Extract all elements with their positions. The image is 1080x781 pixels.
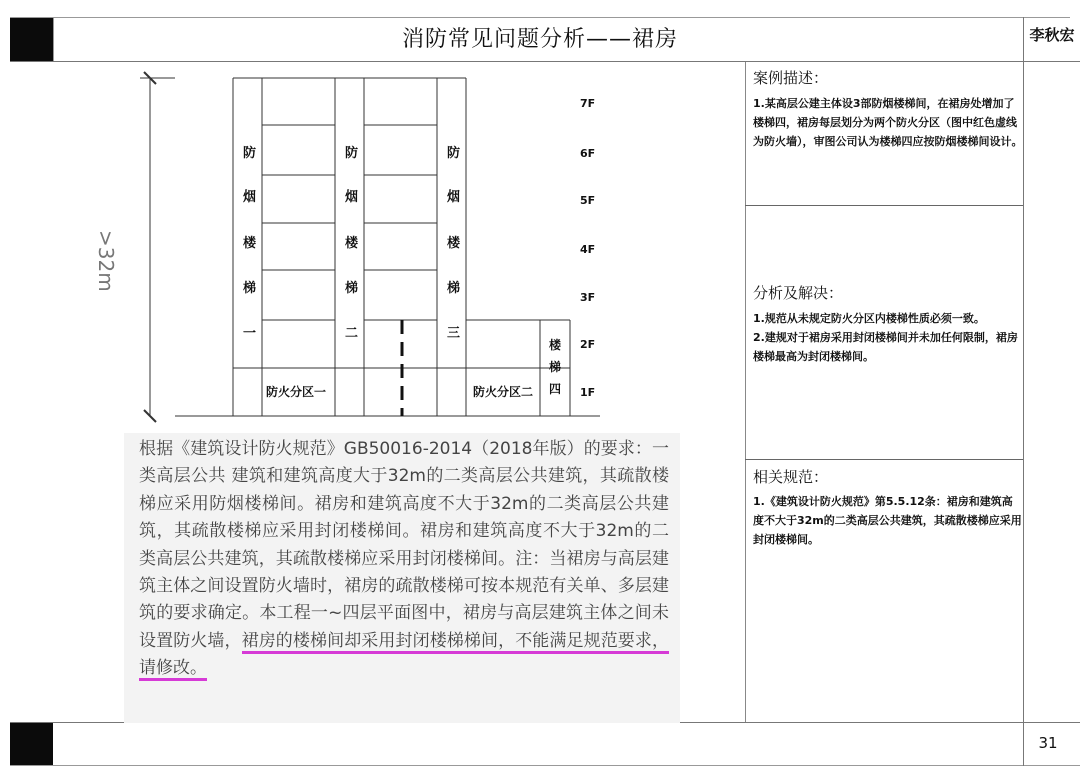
- stair-1-char: 一: [243, 326, 257, 341]
- stair-2-char: 烟: [345, 190, 359, 205]
- frame-right-divider: [1023, 17, 1024, 766]
- fire-zone-1-label: 防火分区一: [266, 385, 327, 399]
- stair-1-char: 防: [243, 146, 257, 161]
- author-name: 李秋宏: [1029, 26, 1075, 44]
- analysis-item-1: 1.规范从未规定防火分区内楼梯性质必须一致。: [753, 312, 985, 325]
- stair-4-char: 梯: [549, 360, 562, 374]
- code-heading: 相关规范：: [753, 468, 829, 486]
- case-heading: 案例描述：: [753, 69, 829, 87]
- analysis-separator: [745, 459, 1023, 460]
- stair-3-char: 梯: [447, 281, 461, 296]
- section-diagram: [110, 70, 610, 430]
- stair-4-char: 四: [549, 382, 562, 396]
- code-quote-text: [139, 436, 669, 683]
- header-left-divider: [53, 17, 54, 61]
- floor-label-5f: 5F: [580, 194, 596, 207]
- stair-1-char: 楼: [243, 236, 257, 251]
- right-column-divider: [745, 62, 746, 722]
- analysis-heading: 分析及解决：: [753, 284, 844, 302]
- stair-2-char: 二: [345, 326, 359, 341]
- stair-2-char: 楼: [345, 236, 359, 251]
- stair-3-char: 楼: [447, 236, 461, 251]
- frame-top-line: [10, 17, 1070, 18]
- frame-bottom-line: [10, 765, 1080, 766]
- stair-2-char: 梯: [345, 281, 359, 296]
- quote-main-text: 根据《建筑设计防火规范》GB50016-2014（2018年版）的要求：一类高层公共 建筑和建筑高度大于32m的二类高层公共建筑，其疏散楼梯应采用防烟楼梯间。裙房和建筑高度不大于32m的二类高层公共建筑，其疏散楼梯应采用封闭楼梯间。裙房和建筑高度不大于32m的二类高层公共建筑，其疏散楼梯应采用封闭楼梯间。注：当裙房与高层建筑主体之间设置防火墙时，裙房的疏散楼梯可按本规范有关单、多层建筑的要求确定。本工程一~四层平面图中，裙房与高层建筑主体之间未设置防火墙，: [139, 439, 669, 651]
- code-body: 1.《建筑设计防火规范》第5.5.12条：裙房和建筑高度不大于32m的二类高层公共建筑，其疏散楼梯应采用封闭楼梯间。: [753, 495, 1022, 546]
- stair-3-char: 烟: [447, 190, 461, 205]
- stair-2-char: 防: [345, 146, 359, 161]
- corner-block-top: [10, 18, 53, 61]
- page-number: 31: [1038, 734, 1058, 752]
- frame-header-bottom-line: [10, 61, 1080, 62]
- fire-zone-2-label: 防火分区二: [473, 385, 534, 399]
- floor-label-1f: 1F: [580, 386, 596, 399]
- floor-label-3f: 3F: [580, 291, 596, 304]
- stair-1-char: 梯: [243, 281, 257, 296]
- height-label: >32m: [94, 230, 118, 292]
- page-title: 消防常见问题分析——裙房: [401, 27, 678, 52]
- stair-1-char: 烟: [243, 190, 257, 205]
- case-separator: [745, 205, 1023, 206]
- quote-highlight-text: 裙房的楼梯间却采用封闭楼梯梯间，不能满足规范要求，请修改。: [139, 631, 669, 681]
- corner-block-bottom: [10, 722, 53, 765]
- stair-3-char: 防: [447, 146, 461, 161]
- floor-label-4f: 4F: [580, 243, 596, 256]
- analysis-item-2: 2.建规对于裙房采用封闭楼梯间并未加任何限制，裙房楼梯最高为封闭楼梯间。: [753, 331, 1018, 363]
- floor-label-2f: 2F: [580, 338, 596, 351]
- stair-3-char: 三: [447, 326, 461, 341]
- floor-label-6f: 6F: [580, 147, 596, 160]
- floor-label-7f: 7F: [580, 97, 596, 110]
- stair-4-char: 楼: [549, 338, 562, 352]
- case-body: 1.某高层公建主体设3部防烟楼梯间，在裙房处增加了楼梯四，裙房每层划分为两个防火分区（图中红色虚线为防火墙），审图公司认为楼梯四应按防烟楼梯间设计。: [753, 97, 1023, 148]
